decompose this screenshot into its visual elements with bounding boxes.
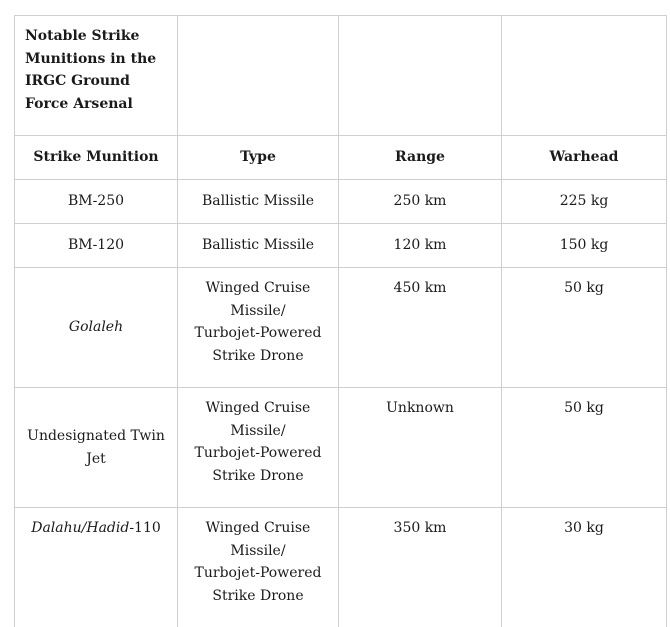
type-line: Winged Cruise [184,517,332,540]
empty-cell [339,16,502,136]
range-cell: 120 km [339,224,502,268]
munition-cell: Undesignated Twin Jet [15,388,178,508]
type-line: Missile/ [184,300,332,323]
header-warhead: Warhead [502,136,667,180]
munitions-table [14,15,667,627]
type-cell: Ballistic Missile [178,180,339,224]
table-row [15,224,667,268]
warhead-cell: 225 kg [502,180,667,224]
range-cell: 350 km [339,508,502,627]
type-line: Missile/ [184,420,332,443]
table-row [15,388,667,508]
empty-cell [502,16,667,136]
table-row [15,268,667,388]
type-cell [178,268,339,388]
warhead-cell: 50 kg [502,388,667,508]
type-cell: Ballistic Missile [178,224,339,268]
warhead-cell: 150 kg [502,224,667,268]
table-row [15,508,667,627]
warhead-cell: 50 kg [502,268,667,388]
type-line: Missile/ [184,540,332,563]
munition-cell: Golaleh [15,268,178,388]
munition-name-suffix: -110 [129,520,160,536]
range-cell: Unknown [339,388,502,508]
munition-cell [15,508,178,627]
table-title: Notable Strike Munitions in the IRGC Ground Force Arsenal [15,16,178,136]
munition-cell: BM-250 [15,180,178,224]
table-title-row [15,16,667,136]
empty-cell [178,16,339,136]
table-header-row [15,136,667,180]
type-cell [178,508,339,627]
header-type: Type [178,136,339,180]
type-line: Turbojet-Powered [184,322,332,345]
header-range: Range [339,136,502,180]
type-line: Winged Cruise [184,277,332,300]
type-line: Strike Drone [184,585,332,608]
munition-name-italic: Dalahu/Hadid [31,520,129,536]
table-row [15,180,667,224]
range-cell: 450 km [339,268,502,388]
type-line: Turbojet-Powered [184,442,332,465]
munition-cell: BM-120 [15,224,178,268]
type-line: Turbojet-Powered [184,562,332,585]
type-line: Strike Drone [184,345,332,368]
header-munition: Strike Munition [15,136,178,180]
range-cell: 250 km [339,180,502,224]
type-line: Strike Drone [184,465,332,488]
type-line: Winged Cruise [184,397,332,420]
type-cell [178,388,339,508]
warhead-cell: 30 kg [502,508,667,627]
